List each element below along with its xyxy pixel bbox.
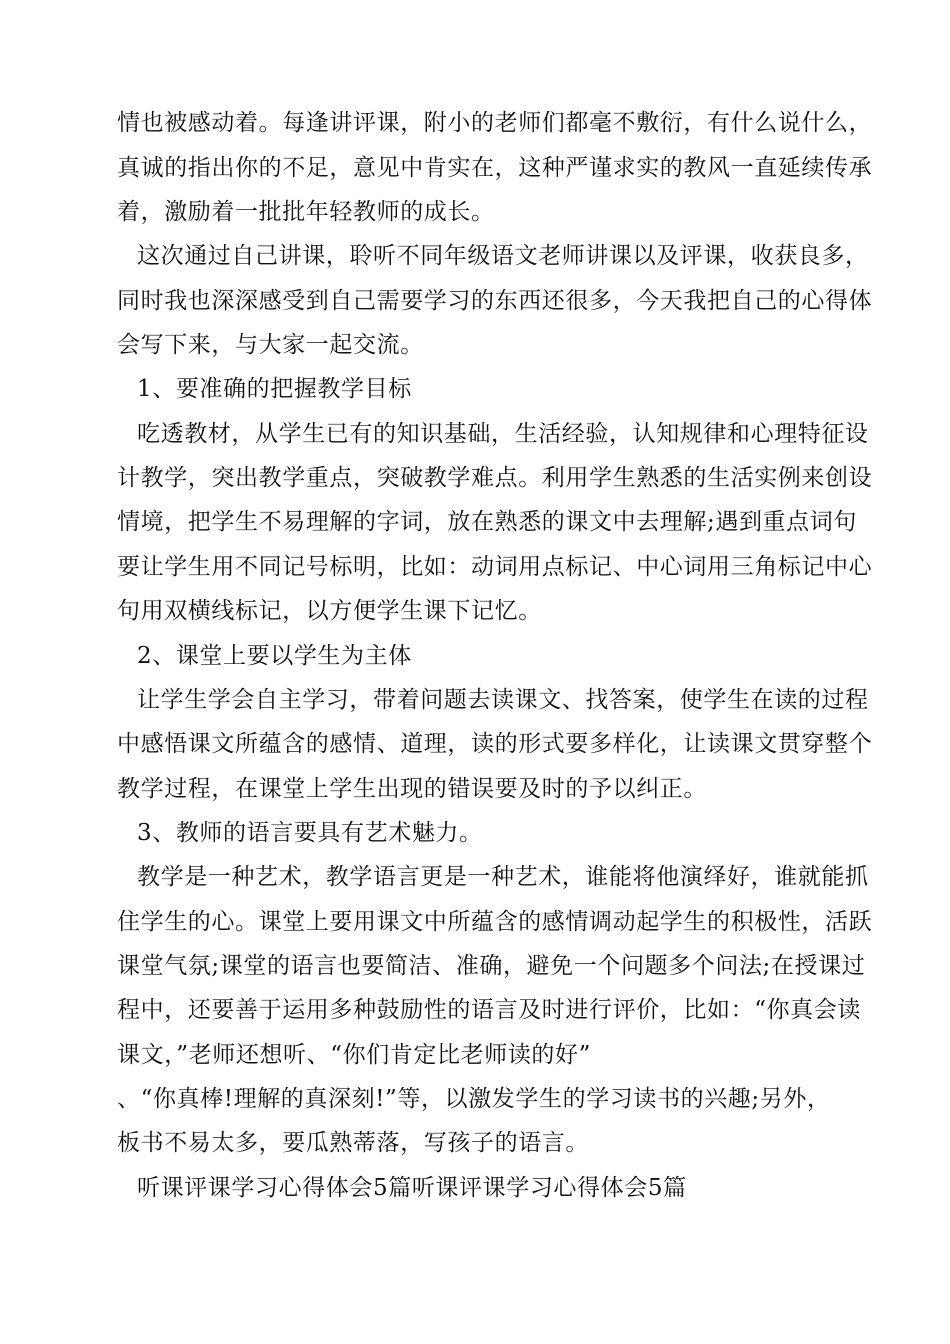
paragraph-line: 情境，把学生不易理解的字词，放在熟悉的课文中去理解;遇到重点词句 — [117, 509, 857, 535]
paragraph-line: 要让学生用不同记号标明，比如：动词用点标记、中心词用三角标记中心 — [117, 554, 873, 580]
paragraph-line: 真诚的指出你的不足，意见中肯实在，这种严谨求实的教风一直延续传承 — [117, 155, 873, 181]
section-heading: 1、要准确的把握教学目标 — [137, 376, 412, 402]
paragraph-line: 课堂气氛;课堂的语言也要简洁、准确，避免一个问题多个问法;在授课过 — [117, 953, 866, 979]
paragraph-line: 教学是一种艺术，教学语言更是一种艺术，谁能将他演绎好，谁就能抓 — [137, 864, 869, 890]
paragraph-line: 板书不易太多，要瓜熟蒂落，写孩子的语言。 — [117, 1130, 589, 1156]
document-title-line: 听课评课学习心得体会5篇听课评课学习心得体会5篇 — [137, 1175, 687, 1201]
paragraph-line: 计教学，突出教学重点，突破教学难点。利用学生熟悉的生活实例来创设 — [117, 465, 873, 491]
paragraph-line: 同时我也深深感受到自己需要学习的东西还很多，今天我把自己的心得体 — [117, 288, 873, 314]
paragraph-line: 这次通过自己讲课，聆听不同年级语文老师讲课以及评课，收获良多， — [137, 243, 869, 269]
paragraph-line: 教学过程，在课堂上学生出现的错误要及时的予以纠正。 — [117, 776, 707, 802]
paragraph-line: 住学生的心。课堂上要用课文中所蕴含的感情调动起学生的积极性，活跃 — [117, 909, 873, 935]
paragraph-line: 着，激励着一批批年轻教师的成长。 — [117, 199, 495, 225]
paragraph-line: 中感悟课文所蕴含的感情、道理，读的形式要多样化，让读课文贯穿整个 — [117, 731, 873, 757]
paragraph-line: 、“你真棒!理解的真深刻!”等，以激发学生的学习读书的兴趣;另外， — [117, 1086, 831, 1112]
paragraph-line: 程中，还要善于运用多种鼓励性的语言及时进行评价，比如：“你真会读 — [117, 997, 861, 1023]
paragraph-line: 课文，”老师还想听、“你们肯定比老师读的好” — [117, 1042, 591, 1068]
section-heading: 3、教师的语言要具有艺术魅力。 — [137, 820, 483, 846]
paragraph-line: 句用双横线标记，以方便学生课下记忆。 — [117, 598, 542, 624]
section-heading: 2、课堂上要以学生为主体 — [137, 643, 412, 669]
paragraph-line: 情也被感动着。每逢讲评课，附小的老师们都毫不敷衍，有什么说什么， — [117, 110, 873, 136]
paragraph-line: 会写下来，与大家一起交流。 — [117, 332, 424, 358]
paragraph-line: 吃透教材，从学生已有的知识基础，生活经验，认知规律和心理特征设 — [137, 421, 869, 447]
paragraph-line: 让学生学会自主学习，带着问题去读课文、找答案，使学生在读的过程 — [137, 687, 869, 713]
